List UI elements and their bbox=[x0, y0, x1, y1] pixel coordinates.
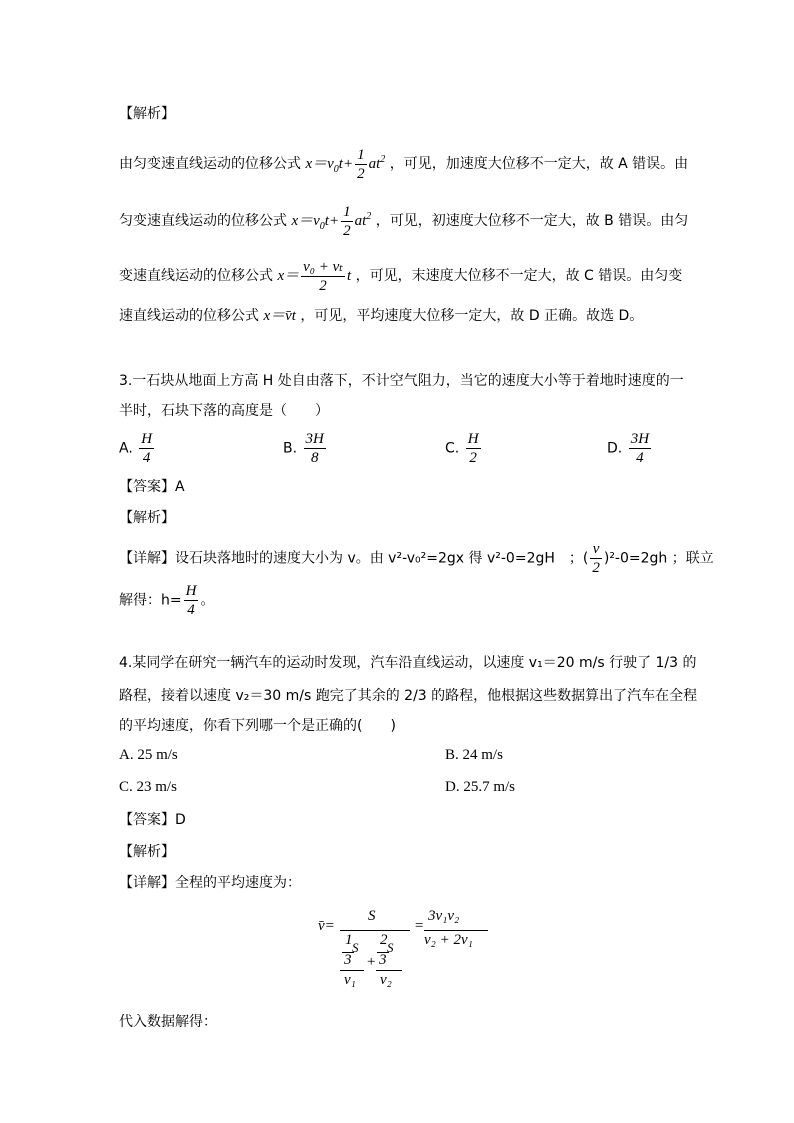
q3-jiexi: 【解析】 bbox=[119, 510, 175, 526]
formula: $x=v_0t+$ $\frac{1}{2}$ $at^2$ bbox=[291, 204, 372, 239]
text: 速直线运动的位移公式 bbox=[119, 308, 259, 324]
fraction: $\frac{v}{2}$ bbox=[592, 541, 600, 576]
q4-option-d: D. 25.7 m/s bbox=[445, 779, 516, 795]
q3-option-c: C. $\frac{H}{2}$ bbox=[445, 431, 479, 466]
q3-detail: 【详解】设石块落地时的速度大小为 v。由 v²-v₀²=2gx 得 v²-0=2gH ；( $\frac{v}{2}$ )²-0=2gh ；联立 bbox=[119, 541, 714, 576]
q4-stem-line-1: 4.某同学在研究一辆汽车的运动时发现，汽车沿直线运动，以速度 v₁＝20 m/s 行驶了 1/3 的 bbox=[119, 655, 697, 671]
average-speed-equation: v̄= S 1 S 3 v₁ + 2 S 3 v₂ = 3v₁v₂ v₂ + 2v₁ bbox=[318, 906, 498, 996]
q4-stem-line-3: 的平均速度，你看下列哪一个是正确的( ) bbox=[119, 718, 396, 734]
text: 变速直线运动的位移公式 bbox=[119, 267, 273, 284]
text: ，可见，末速度大位移不一定大，故 C 错误。由匀变 bbox=[355, 267, 683, 284]
q3-answer: 【答案】A bbox=[119, 479, 185, 495]
analysis-line-1 bbox=[119, 146, 688, 183]
q4-stem-line-2: 路程，接着以速度 v₂＝30 m/s 跑完了其余的 2/3 的路程，他根据这些数据算出了汽车在全程 bbox=[119, 688, 698, 704]
formula: $x=v_0t+$ $\frac{1}{2}$ $at^2$ bbox=[305, 147, 386, 182]
fraction: $\frac{H}{4}$ bbox=[141, 431, 153, 466]
text: ，可见，加速度大位移不一定大，故 A 错误。由 bbox=[389, 155, 689, 172]
q3-option-d: D. $\frac{3H}{4}$ bbox=[607, 431, 650, 466]
q4-option-b: B. 24 m/s bbox=[445, 747, 503, 763]
fraction: $\frac{H}{2}$ bbox=[467, 431, 479, 466]
fraction: $\frac{\text{v₀ + vₜ}}{2}$ bbox=[303, 259, 343, 294]
q4-option-c: C. 23 m/s bbox=[119, 779, 177, 795]
fraction: $\frac{3H}{4}$ bbox=[630, 431, 650, 466]
q3-option-a: A. $\frac{H}{4}$ bbox=[119, 431, 153, 466]
q3-stem-line-1: 3.一石块从地面上方高 H 处自由落下，不计空气阻力，当它的速度大小等于着地时速度的一 bbox=[119, 373, 684, 389]
formula: x＝ $\frac{\text{v₀ + vₜ}}{2}$ t bbox=[277, 259, 352, 294]
q4-answer: 【答案】D bbox=[119, 812, 186, 828]
text: ，可见，平均速度大位移一定大，故 D 正确。故选 D。 bbox=[300, 308, 644, 324]
formula: x＝v̄t bbox=[263, 308, 296, 324]
q3-stem-line-2: 半时，石块下落的高度是（ ） bbox=[119, 403, 329, 419]
text: 由匀变速直线运动的位移公式 bbox=[119, 155, 301, 172]
analysis-line-4 bbox=[119, 306, 643, 326]
fraction: $\frac{1}{2}$ bbox=[343, 204, 351, 239]
q3-solve: 解得：h= $\frac{H}{4}$ 。 bbox=[119, 583, 215, 618]
q4-detail: 【详解】全程的平均速度为： bbox=[119, 875, 301, 891]
fraction: $\frac{3H}{8}$ bbox=[305, 431, 324, 466]
q4-substitute: 代入数据解得： bbox=[119, 1014, 217, 1030]
fraction: $\frac{H}{4}$ bbox=[185, 583, 197, 618]
analysis-line-2 bbox=[119, 203, 688, 240]
text: ，可见，初速度大位移不一定大，故 B 错误。由匀 bbox=[375, 212, 689, 229]
analysis-line-3 bbox=[119, 258, 682, 295]
q3-option-b: B. $\frac{3H}{8}$ bbox=[283, 431, 324, 466]
jiexi-label: 【解析】 bbox=[119, 106, 175, 122]
text: 匀变速直线运动的位移公式 bbox=[119, 212, 287, 229]
q4-option-a: A. 25 m/s bbox=[119, 747, 178, 763]
fraction: $\frac{1}{2}$ bbox=[357, 147, 365, 182]
q4-jiexi: 【解析】 bbox=[119, 844, 175, 860]
